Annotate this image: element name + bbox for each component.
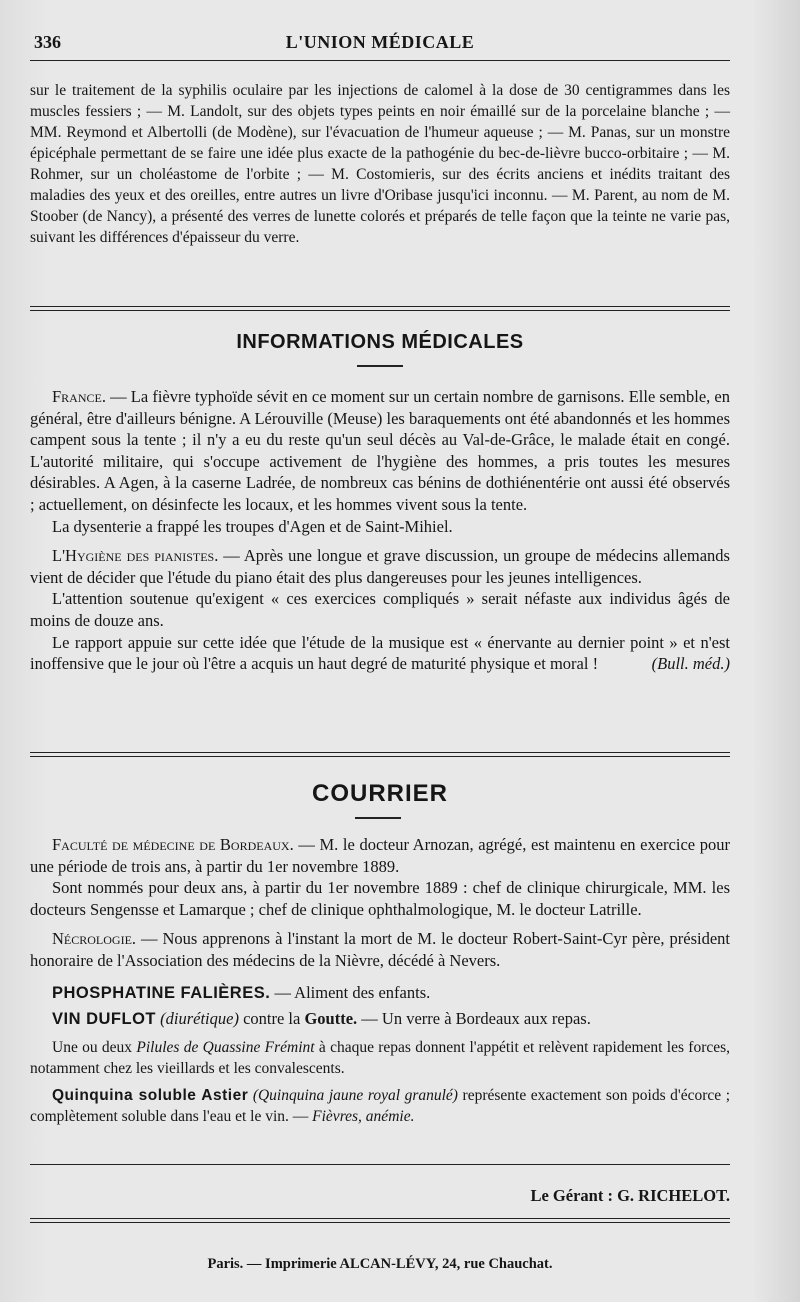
france-text: — La fièvre typhoïde sévit en ce moment sur un certain nombre de garnisons. Elle semble, en général, être d'ailleurs bénigne. A Lérouville (Meuse) les baraquements ont été abandonnés et les hommes campent sous la tente ; il n'y a eu du reste qu'un seul décès au Val-de-Grâce, le malade était en congé. L'autorité militaire, qui s'occupe activement de l'hygiène des hommes, a pris toutes les mesures désirables. A Agen, à la caserne Ladrée, de nombreux cas bénins de dothiénentérie ont aussi été observés ; actuellement, on désinfecte les locaux, et les hommes vivent sous la tente.: [30, 387, 730, 514]
quinquina-paren: (Quinquina jaune royal granulé): [252, 1086, 458, 1104]
pilules-name: Pilules de Quassine Frémint: [136, 1038, 315, 1056]
title-ornament: [357, 365, 403, 367]
ad-phosphatine: [30, 982, 730, 1005]
quinquina-tail: Fièvres, anémie.: [312, 1107, 415, 1125]
section-divider: [30, 752, 730, 757]
quinquina-name: Quinquina soluble Astier: [52, 1086, 249, 1104]
vin-name: VIN DUFLOT: [52, 1010, 156, 1029]
source-citation: (Bull. méd.): [651, 654, 730, 674]
nommes-paragraph: Sont nommés pour deux ans, à partir du 1er novembre 1889 : chef de clinique chirurgicale, MM. les docteurs Sengensse et Lamarque ; chef de clinique ophthalmologique, M. le docteur Latrille.: [30, 878, 730, 919]
ad-quinquina: [30, 1085, 730, 1127]
phosphatine-name: PHOSPHATINE FALIÈRES.: [52, 983, 271, 1002]
header-rule: [30, 60, 730, 61]
dysenterie-paragraph: La dysenterie a frappé les troupes d'Agen et de Saint-Mihiel.: [52, 516, 453, 536]
running-header: [30, 30, 730, 56]
gerant-block: [30, 1186, 730, 1206]
necrologie-paragraph: [30, 928, 730, 971]
title-ornament: [355, 817, 401, 819]
faculte-label: Faculté de médecine de Bordeaux.: [52, 835, 294, 854]
bottom-rule: [30, 1164, 730, 1165]
ad-vin-duflot: [30, 1008, 730, 1031]
quinquina-post: représente exactement son poids d'écorce ; complètement soluble dans l'eau et le vin. —: [30, 1086, 731, 1125]
hygiene-paragraph: [30, 545, 730, 588]
necrologie-text: — Nous apprenons à l'instant la mort de M. le docteur Robert-Saint-Cyr père, président honoraire de l'Association des médecins de la Nièvre, décédé à Nevers.: [30, 929, 730, 970]
pilules-pre: Une ou deux: [52, 1038, 133, 1056]
vin-paren: (diurétique): [160, 1009, 239, 1029]
hygiene-label: L'Hygiène des pianistes.: [52, 546, 219, 566]
courrier-body: [30, 834, 730, 1127]
intro-block: [30, 80, 730, 248]
gerant-line: Le Gérant : G. RICHELOT.: [530, 1186, 730, 1205]
vin-goutte: Goutte.: [304, 1009, 358, 1029]
page-number: 336: [34, 32, 61, 52]
intro-paragraph: sur le traitement de la syphilis oculaire par les injections de calomel à la dose de 30 centigrammes dans les muscles fessiers ; — M. Landolt, sur des objets types peints en noir émaillé sur de la porcelaine blanche ; — MM. Reymond et Albertolli (de Modène), sur l'évacuation de l'humeur aqueuse ; — M. Panas, sur un monstre épicéphale permettant de se faire une idée plus exacte de la pathogénie du bec-de-lièvre bucco-orbitaire ; — M. Rohmer, sur un choléastome de l'orbite ; — M. Costomieris, sur des écrits anciens et inédits traitant des maladies des yeux et des oreilles, entre autres un livre d'Oribase jusqu'ici inconnu. — M. Parent, au nom de M. Stoober (de Nancy), a présenté des verres de lunette colorés et préparés de telle façon que la teinte ne varie pas, suivant les différences d'épaisseur du verre.: [30, 82, 730, 246]
ad-pilules: [30, 1037, 730, 1079]
hygiene-text: — Après une longue et grave discussion, un groupe de médecins allemands vient de décider que l'étude du piano était des plus dangereuses pour les jeunes intelligences.: [30, 546, 730, 587]
faculte-paragraph: [30, 834, 730, 877]
rapport-text: Le rapport appuie sur cette idée que l'étude de la musique est « énervante au dernier point » et n'est inoffensive que le jour où l'être a acquis un haut degré de maturité physique et moral !: [30, 632, 730, 674]
courrier-title: COURRIER: [311, 780, 448, 807]
france-label: France.: [52, 387, 106, 406]
necrologie-label: Nécrologie.: [52, 929, 137, 949]
pilules-post: à chaque repas donnent l'appétit et relèvent rapidement les forces, notamment chez les vieillards et les convalescents.: [30, 1038, 731, 1077]
attention-paragraph: L'attention soutenue qu'exigent « ces exercices compliqués » serait néfaste aux individus âgés de moins de douze ans.: [30, 589, 730, 630]
section-divider: [30, 306, 730, 311]
imprint-line: Paris. — Imprimerie ALCAN-LÉVY, 24, rue Chauchat.: [207, 1256, 553, 1272]
faculte-text: — M. le docteur Arnozan, agrégé, est maintenu en exercice pour une période de trois ans, à partir du 1er novembre 1889.: [30, 835, 730, 876]
journal-title: L'UNION MÉDICALE: [285, 32, 475, 52]
vin-end: — Un verre à Bordeaux aux repas.: [361, 1009, 591, 1029]
rapport-paragraph: [30, 632, 730, 675]
france-paragraph: [30, 386, 730, 516]
footer-divider: [30, 1218, 730, 1223]
informations-title: INFORMATIONS MÉDICALES: [236, 331, 524, 353]
informations-body: [30, 386, 730, 675]
phosphatine-text: — Aliment des enfants.: [274, 982, 431, 1002]
vin-mid: contre la: [243, 1009, 301, 1029]
